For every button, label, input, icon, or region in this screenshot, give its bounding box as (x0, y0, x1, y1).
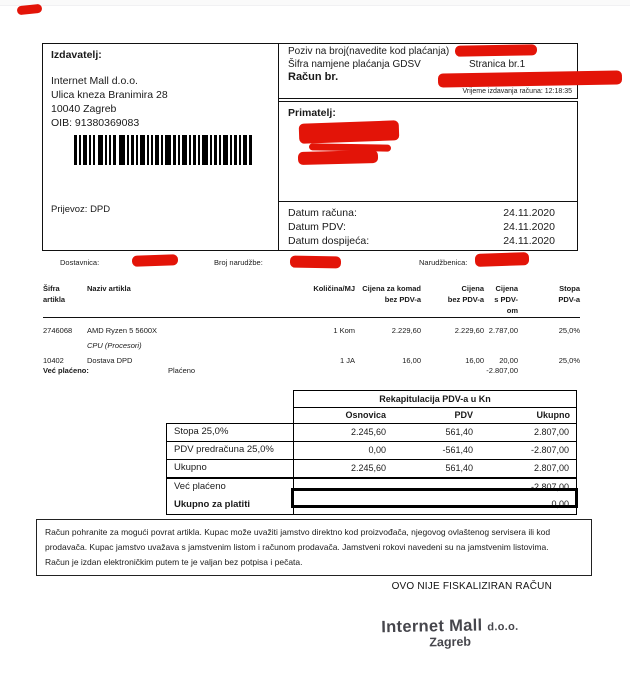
recipient-box (278, 101, 578, 202)
item-name-line2: CPU (Procesori) (87, 341, 142, 350)
redaction-order-number (290, 256, 341, 269)
redaction-top-left (17, 4, 43, 16)
page-number: Stranica br.1 (469, 59, 526, 70)
col-header-gross-price: Cijena s PDV-om (494, 284, 518, 315)
item-gross-price: 2.787,00 (488, 326, 518, 335)
recap-col-pdv: PDV (454, 410, 473, 420)
purchase-order-label: Narudžbenica: (419, 258, 468, 267)
page-top-strip (0, 0, 630, 6)
issuer-address (51, 74, 168, 130)
items-table (43, 283, 580, 365)
recap-row-label: Već plaćeno (167, 479, 294, 495)
recipient-label: Primatelj: (288, 107, 336, 119)
recap-row-label: Stopa 25,0% (167, 424, 294, 441)
transport-note: Prijevoz: DPD (51, 204, 111, 215)
logo-city: Zagreb (429, 634, 472, 650)
item-code: 2746068 (43, 326, 73, 335)
issuer-box (42, 43, 279, 251)
recap-header (293, 390, 577, 424)
recap-row-label: Ukupno za platiti (167, 495, 294, 514)
terms-line-1: Račun pohranite za mogući povrat artikla. Kupac može uvažiti jamstvo direktno kod proizvođača, njegovog ovlaštenog servisera ili kod (45, 527, 551, 537)
item-qty: 1 JA (339, 356, 355, 365)
logo-suffix: d.o.o. (487, 620, 519, 634)
paid-amount: -2.807,00 (486, 366, 518, 375)
date-label-due: Datum dospijeća: (288, 235, 370, 247)
item-name: Dostava DPD (87, 356, 133, 365)
paid-status: Plaćeno (168, 366, 196, 375)
item-row-1 (43, 326, 580, 350)
recap-row-vec-placeno: Već plaćeno -2.807,00 (167, 477, 576, 495)
terms-line-3: Račun je izdan elektroničkim putem te je valjan bez potpisa i pečata. (45, 557, 303, 567)
dates-box (278, 201, 578, 251)
col-header-qty: Količina/MJ (313, 284, 355, 293)
date-label-invoice: Datum računa: (288, 207, 357, 219)
item-code: 10402 (43, 356, 64, 365)
reference-label: Poziv na broj(navedite kod plaćanja) (288, 46, 450, 57)
recap-row-stopa: Stopa 25,0% 2.245,60 561,40 2.807,00 (167, 424, 576, 441)
item-gross-price: 20,00 (499, 356, 518, 365)
col-header-code: Šifra artikla (43, 284, 66, 304)
issuer-name: Internet Mall d.o.o. (51, 75, 138, 87)
recap-col-ukupno: Ukupno (536, 410, 570, 420)
terms-line-2: prodavača. Kupac jamstvo uvažava s jamstvenim listom i računom prodavača. Jamstveni rokovi navedeni su na jamstvenim listovima. (45, 542, 549, 552)
item-net-price: 16,00 (465, 356, 484, 365)
col-header-name: Naziv artikla (87, 284, 131, 293)
terms-box (36, 519, 592, 576)
issuer-label: Izdavatelj: (51, 49, 102, 61)
item-name-line1: AMD Ryzen 5 5600X (87, 326, 158, 335)
redaction-invoice-number (438, 70, 622, 87)
col-header-unit-price: Cijena za komad bez PDV-a (362, 284, 421, 304)
purpose-code: Šifra namjene plaćanja GDSV (288, 59, 421, 70)
issuer-oib: OIB: 91380369083 (51, 117, 140, 129)
item-name (87, 326, 197, 350)
redaction-reference-number (455, 44, 537, 56)
items-table-header (43, 283, 580, 318)
item-row-2 (43, 356, 580, 365)
recap-row-ukupno: Ukupno 2.245,60 561,40 2.807,00 (167, 459, 576, 477)
date-value-due: 24.11.2020 (503, 235, 555, 247)
col-header-net-price: Cijena bez PDV-a (447, 284, 484, 304)
paid-label: Već plaćeno: (43, 366, 89, 375)
order-number-label: Broj narudžbe: (214, 258, 263, 267)
fiscal-note: OVO NIJE FISKALIZIRAN RAČUN (391, 581, 552, 592)
col-header-vat-rate: Stopa PDV-a (558, 284, 580, 304)
invoice-number-label: Račun br. (288, 71, 339, 83)
issue-time: Vrijeme izdavanja računa: 12:18:35 (462, 88, 572, 95)
recap-row-label: PDV predračuna 25,0% (167, 442, 294, 459)
recap-col-osnovica: Osnovica (345, 410, 386, 420)
redaction-recipient-1 (299, 120, 400, 143)
redaction-delivery-note (132, 254, 178, 267)
date-value-invoice: 24.11.2020 (503, 207, 555, 219)
payment-header-box (278, 43, 578, 99)
item-qty: 1 Kom (333, 326, 355, 335)
recap-row-pdv-predracuna: PDV predračuna 25,0% 0,00 -561,40 -2.807,00 (167, 441, 576, 459)
recap-row-total-due: Ukupno za platiti 0,00 (167, 495, 576, 514)
logo-name: Internet Mall (381, 616, 483, 637)
delivery-note-label: Dostavnica: (60, 258, 100, 267)
recap-title: Rekapitulacija PDV-a u Kn (294, 391, 576, 408)
redaction-purchase-order (475, 252, 529, 267)
recap-table (166, 423, 577, 515)
item-unit-price: 16,00 (402, 356, 421, 365)
company-logo (330, 615, 571, 651)
barcode (74, 135, 252, 165)
redaction-recipient-3 (298, 150, 378, 165)
item-vat-rate: 25,0% (558, 326, 580, 335)
item-vat-rate: 25,0% (558, 356, 580, 365)
item-net-price: 2.229,60 (454, 326, 484, 335)
date-label-vat: Datum PDV: (288, 221, 346, 233)
item-unit-price: 2.229,60 (391, 326, 421, 335)
recap-row-label: Ukupno (167, 460, 294, 477)
issuer-street: Ulica kneza Branimira 28 (51, 89, 168, 101)
date-value-vat: 24.11.2020 (503, 221, 555, 233)
issuer-city: 10040 Zagreb (51, 103, 117, 115)
